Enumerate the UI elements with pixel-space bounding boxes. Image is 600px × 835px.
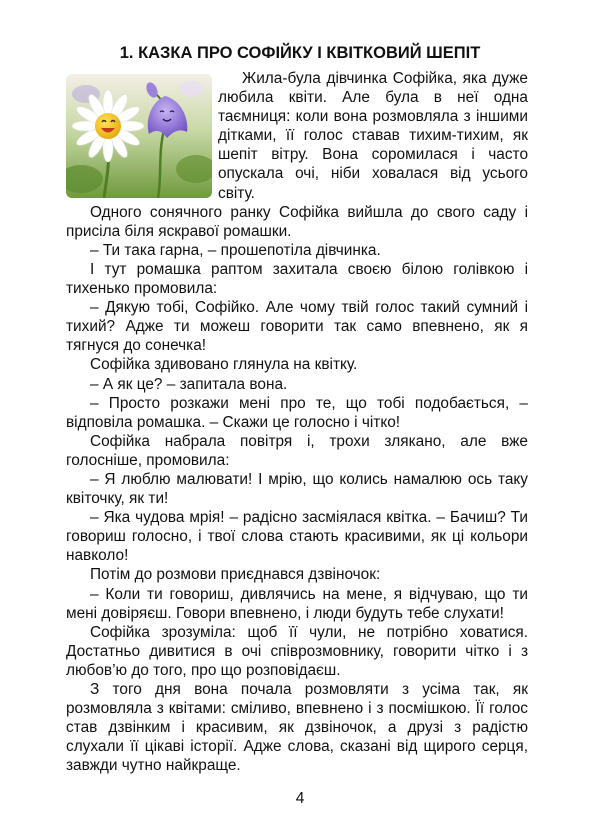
paragraph: І тут ромашка раптом захитала своєю білою голівкою і тихенько промовила: xyxy=(66,260,528,298)
paragraph: – Я люблю малювати! І мрію, що колись намалюю ось таку квіточку, як ти! xyxy=(66,470,528,508)
paragraph: – Просто розкажи мені про те, що тобі подобається, – відповіла ромашка. – Скажи це голосно і чітко! xyxy=(66,394,528,431)
paragraph: Одного сонячного ранку Софійка вийшла до свого саду і присіла біля яскравої ромашки. xyxy=(66,203,528,240)
paragraph: Жила-була дівчинка Софійка, яка дуже любила квіти. Але була в неї одна таємниця: коли вона розмовляла з іншими дітками, її голос ставав тихим-тихим, як шепіт вітру. Вона соромилася і часто опускала очі, ніби ховалася від усього світу. xyxy=(218,70,528,202)
paragraph: – А як це? – запитала вона. xyxy=(90,375,288,393)
paragraph: – Коли ти говориш, дивлячись на мене, я відчуваю, що ти мені довіряєш. Говори впевнено, і люди будуть тебе слухати! xyxy=(66,585,528,622)
story-title: 1. КАЗКА ПРО СОФІЙКУ І КВІТКОВИЙ ШЕПІТ xyxy=(119,44,481,62)
paragraph: Софійка здивовано глянула на квітку. xyxy=(90,356,358,374)
paragraph: Потім до розмови приєднався дзвіночок: xyxy=(90,566,381,584)
paragraph: З того дня вона почала розмовляти з усіма так, як розмовляла з квітами: сміливо, впевнено і з посмішкою. Її голос став дзвінким і красивим, як дзвіночок, а друзі з радістю слухали її цікаві історії. Адже слова, сказані від щирого серця, завжди чутно найкраще. xyxy=(66,681,528,775)
paragraph: Софійка зрозуміла: щоб її чули, не потрібно ховатися. Достатньо дивитися в очі співрозмовнику, говорити чітко і з любов’ю до того, про що розповідаєш. xyxy=(66,623,528,679)
story-text xyxy=(66,69,528,775)
page-number: 4 xyxy=(295,790,305,807)
paragraph: – Дякую тобі, Софійко. Але чому твій голос такий сумний і тихий? Адже ти можеш говорити так само впевнено, як я тягнуся до сонечка! xyxy=(66,299,528,355)
paragraph: Софійка набрала повітря і, трохи злякано, але вже голосніше, промовила: xyxy=(66,432,528,469)
paragraph: – Яка чудова мрія! – радісно засміялася квітка. – Бачиш? Ти говориш голосно, і твої слова стають красивими, як ці кольори навколо! xyxy=(66,509,528,565)
paragraph: – Ти така гарна, – прошепотіла дівчинка. xyxy=(90,241,381,259)
